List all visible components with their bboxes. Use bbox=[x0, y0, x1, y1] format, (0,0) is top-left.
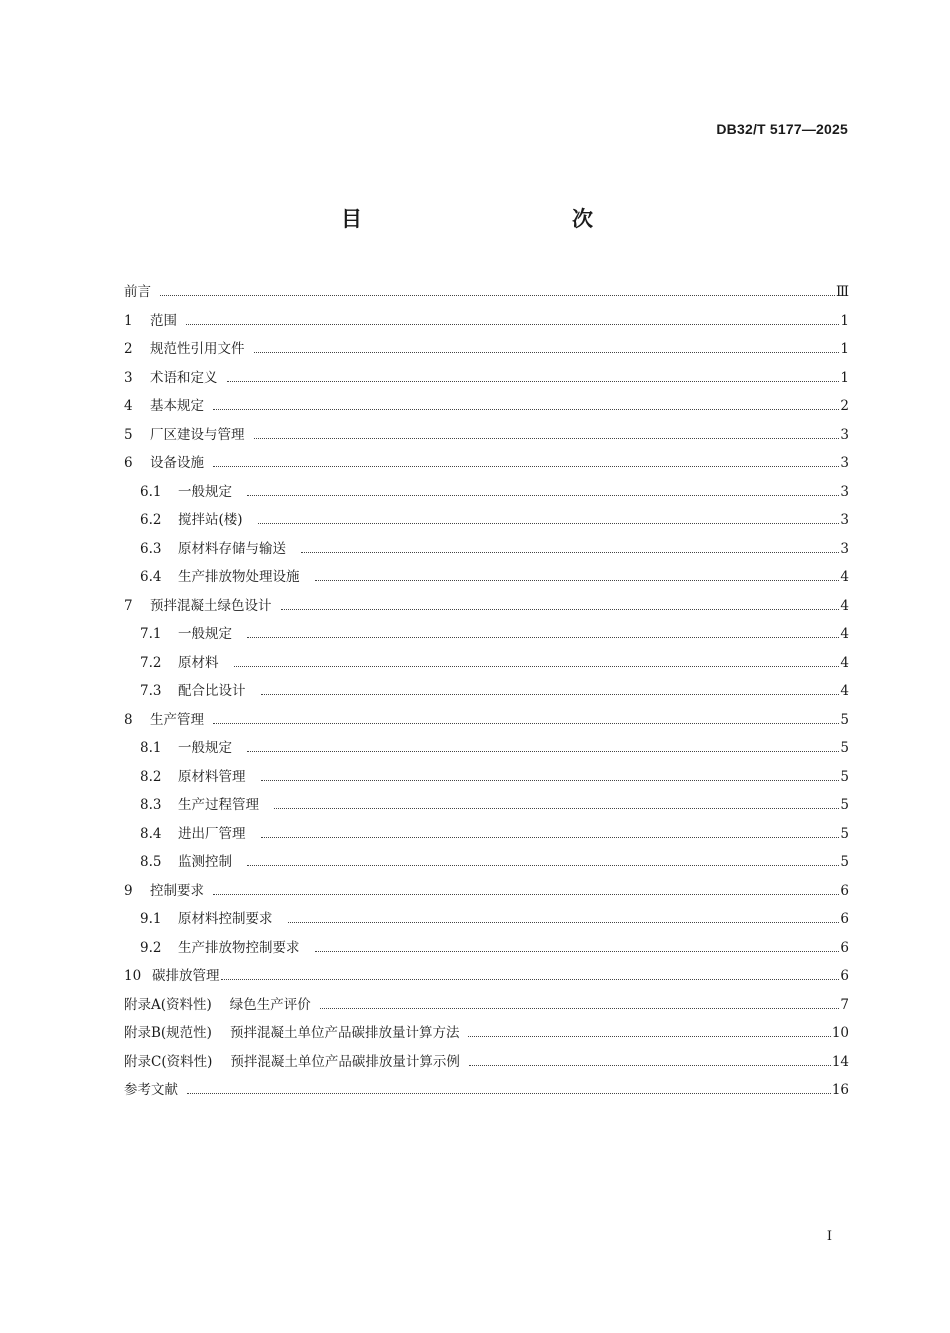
toc-entry-number: 10 bbox=[124, 968, 142, 984]
toc-entry[interactable] bbox=[124, 934, 849, 963]
toc-entry[interactable] bbox=[124, 364, 849, 393]
toc-entry[interactable] bbox=[124, 1076, 849, 1105]
toc-leader-dots bbox=[227, 380, 840, 382]
toc-leader-dots bbox=[213, 408, 839, 410]
toc-entry-title: 搅拌站(楼) bbox=[178, 512, 243, 528]
toc-entry-number: 8.4 bbox=[140, 825, 162, 842]
toc-entry[interactable] bbox=[124, 478, 849, 507]
toc-entry-number: 7.3 bbox=[140, 683, 162, 699]
toc-entry-page: 5 bbox=[840, 825, 849, 842]
toc-entry-page: 4 bbox=[840, 569, 849, 585]
toc-entry-number: 6.1 bbox=[140, 483, 162, 500]
toc-entry-number: 附录C(资料性) bbox=[124, 1053, 213, 1070]
toc-entry-title: 一般规定 bbox=[178, 740, 232, 756]
toc-entry-number: 附录A(资料性) bbox=[124, 996, 212, 1013]
toc-leader-dots bbox=[247, 636, 839, 638]
toc-leader-dots bbox=[261, 693, 840, 695]
toc-leader-dots bbox=[254, 351, 840, 353]
toc-leader-dots bbox=[221, 978, 840, 980]
toc-entry-title: 碳排放管理 bbox=[152, 968, 220, 984]
toc-leader-dots bbox=[468, 1035, 830, 1037]
toc-entry-title: 一般规定 bbox=[178, 483, 232, 500]
toc-entry[interactable] bbox=[124, 791, 849, 820]
toc-entry-number: 1 bbox=[124, 312, 133, 329]
table-of-contents bbox=[124, 278, 849, 1105]
toc-entry-page: 10 bbox=[831, 1025, 849, 1041]
toc-entry-title: 控制要求 bbox=[150, 882, 204, 899]
toc-entry-page: 16 bbox=[831, 1082, 849, 1098]
toc-entry[interactable] bbox=[124, 763, 849, 792]
toc-leader-dots bbox=[247, 864, 839, 866]
toc-entry-title: 进出厂管理 bbox=[178, 825, 246, 842]
toc-entry-page: 1 bbox=[840, 341, 849, 357]
toc-leader-dots bbox=[261, 779, 840, 781]
toc-entry-title: 参考文献 bbox=[124, 1082, 178, 1098]
toc-entry-title: 厂区建设与管理 bbox=[150, 426, 245, 443]
toc-entry[interactable] bbox=[124, 449, 849, 478]
toc-entry[interactable] bbox=[124, 877, 849, 906]
toc-entry-number: 8.5 bbox=[140, 854, 162, 870]
toc-leader-dots bbox=[320, 1007, 840, 1009]
toc-entry-number: 附录B(规范性) bbox=[124, 1025, 212, 1041]
toc-entry-title: 配合比设计 bbox=[178, 683, 246, 699]
toc-entry-title: 生产排放物控制要求 bbox=[178, 939, 300, 956]
toc-leader-dots bbox=[187, 1092, 831, 1094]
toc-entry[interactable] bbox=[124, 991, 849, 1020]
toc-entry[interactable] bbox=[124, 677, 849, 706]
toc-entry-page: 4 bbox=[840, 683, 849, 699]
toc-entry-page: 1 bbox=[840, 369, 849, 386]
toc-entry[interactable] bbox=[124, 506, 849, 535]
toc-entry-title: 原材料存储与输送 bbox=[178, 540, 286, 557]
toc-leader-dots bbox=[213, 893, 839, 895]
toc-entry-number: 8.3 bbox=[140, 797, 162, 813]
toc-leader-dots bbox=[281, 608, 840, 610]
toc-entry[interactable] bbox=[124, 278, 849, 307]
toc-entry-number: 6.3 bbox=[140, 540, 162, 557]
toc-entry-page: 2 bbox=[840, 398, 849, 414]
toc-entry[interactable] bbox=[124, 535, 849, 564]
toc-entry-page: 1 bbox=[840, 312, 849, 329]
toc-entry-page: 5 bbox=[840, 854, 849, 870]
toc-entry-title: 前言 bbox=[124, 284, 151, 300]
toc-leader-dots bbox=[213, 722, 839, 724]
toc-entry[interactable] bbox=[124, 905, 849, 934]
toc-entry[interactable] bbox=[124, 1019, 849, 1048]
toc-entry-number: 3 bbox=[124, 369, 133, 386]
toc-entry-page: 5 bbox=[840, 768, 849, 785]
toc-entry-title: 预拌混凝土单位产品碳排放量计算方法 bbox=[229, 1025, 460, 1041]
toc-entry-title: 术语和定义 bbox=[150, 369, 218, 386]
toc-entry[interactable] bbox=[124, 620, 849, 649]
toc-leader-dots bbox=[247, 750, 839, 752]
toc-leader-dots bbox=[258, 522, 840, 524]
toc-entry-title: 生产排放物处理设施 bbox=[178, 569, 300, 585]
toc-entry-number: 9 bbox=[124, 882, 133, 899]
toc-entry[interactable] bbox=[124, 563, 849, 592]
toc-entry-page: 4 bbox=[840, 654, 849, 671]
toc-entry-page: 5 bbox=[840, 797, 849, 813]
toc-leader-dots bbox=[213, 465, 839, 467]
toc-entry-title: 规范性引用文件 bbox=[150, 341, 245, 357]
toc-entry-title: 绿色生产评价 bbox=[229, 996, 311, 1013]
toc-entry-number: 5 bbox=[124, 426, 133, 443]
toc-entry-page: 3 bbox=[840, 426, 849, 443]
toc-entry[interactable] bbox=[124, 734, 849, 763]
toc-entry-number: 4 bbox=[124, 398, 133, 414]
toc-entry[interactable] bbox=[124, 592, 849, 621]
toc-entry-page: 5 bbox=[840, 740, 849, 756]
toc-leader-dots bbox=[288, 921, 840, 923]
toc-entry-page: 6 bbox=[840, 911, 849, 927]
toc-entry-title: 监测控制 bbox=[178, 854, 232, 870]
toc-entry-title: 基本规定 bbox=[150, 398, 204, 414]
toc-leader-dots bbox=[274, 807, 839, 809]
toc-entry[interactable] bbox=[124, 335, 849, 364]
toc-entry-page: 3 bbox=[840, 455, 849, 471]
toc-leader-dots bbox=[186, 323, 839, 325]
toc-leader-dots bbox=[301, 551, 839, 553]
toc-leader-dots bbox=[160, 294, 835, 296]
toc-entry-page: 14 bbox=[831, 1053, 849, 1070]
toc-entry[interactable] bbox=[124, 848, 849, 877]
page-number: I bbox=[826, 1229, 832, 1244]
toc-entry-title: 原材料控制要求 bbox=[178, 911, 273, 927]
toc-entry-number: 8 bbox=[124, 711, 133, 728]
toc-entry-page: 7 bbox=[840, 996, 849, 1013]
toc-entry[interactable] bbox=[124, 649, 849, 678]
toc-entry-number: 2 bbox=[124, 341, 133, 357]
toc-entry-title: 设备设施 bbox=[150, 455, 204, 471]
toc-entry-page: 3 bbox=[840, 512, 849, 528]
toc-entry-number: 8.1 bbox=[140, 740, 162, 756]
toc-entry-number: 6.4 bbox=[140, 569, 162, 585]
toc-leader-dots bbox=[469, 1064, 831, 1066]
toc-entry-number: 9.1 bbox=[140, 911, 162, 927]
toc-entry[interactable] bbox=[124, 820, 849, 849]
toc-entry[interactable] bbox=[124, 307, 849, 336]
toc-entry-page: 4 bbox=[840, 626, 849, 642]
toc-entry-page: 6 bbox=[840, 968, 849, 984]
toc-entry-number: 8.2 bbox=[140, 768, 162, 785]
toc-leader-dots bbox=[254, 437, 840, 439]
toc-entry[interactable] bbox=[124, 1048, 849, 1077]
toc-entry-title: 预拌混凝土绿色设计 bbox=[150, 597, 272, 614]
toc-entry-page: 6 bbox=[840, 882, 849, 899]
toc-entry-page: 5 bbox=[840, 711, 849, 728]
toc-entry-title: 预拌混凝土单位产品碳排放量计算示例 bbox=[230, 1053, 460, 1070]
toc-entry[interactable] bbox=[124, 421, 849, 450]
toc-entry-number: 7.2 bbox=[140, 654, 162, 671]
toc-entry[interactable] bbox=[124, 392, 849, 421]
toc-entry-title: 一般规定 bbox=[178, 626, 232, 642]
toc-entry-number: 9.2 bbox=[140, 939, 162, 956]
standard-code: DB32/T 5177—2025 bbox=[716, 121, 848, 137]
toc-leader-dots bbox=[315, 950, 840, 952]
toc-entry-title: 生产管理 bbox=[150, 711, 204, 728]
toc-entry-number: 7 bbox=[124, 597, 133, 614]
toc-entry-title: 范围 bbox=[150, 312, 177, 329]
toc-entry[interactable] bbox=[124, 706, 849, 735]
toc-entry-title: 生产过程管理 bbox=[178, 797, 259, 813]
toc-entry-page: 4 bbox=[840, 597, 849, 614]
toc-entry-page: Ⅲ bbox=[835, 284, 849, 300]
toc-entry-number: 7.1 bbox=[140, 626, 162, 642]
toc-entry-title: 原材料 bbox=[178, 654, 219, 671]
toc-entry-page: 3 bbox=[840, 483, 849, 500]
toc-entry-page: 6 bbox=[840, 939, 849, 956]
toc-title: 目 次 bbox=[341, 207, 649, 231]
toc-leader-dots bbox=[315, 579, 840, 581]
toc-entry-number: 6 bbox=[124, 455, 133, 471]
toc-entry-title: 原材料管理 bbox=[178, 768, 246, 785]
toc-entry-page: 3 bbox=[840, 540, 849, 557]
toc-leader-dots bbox=[234, 665, 840, 667]
toc-leader-dots bbox=[247, 494, 839, 496]
toc-entry[interactable] bbox=[124, 962, 849, 991]
toc-entry-number: 6.2 bbox=[140, 512, 162, 528]
toc-leader-dots bbox=[261, 836, 840, 838]
